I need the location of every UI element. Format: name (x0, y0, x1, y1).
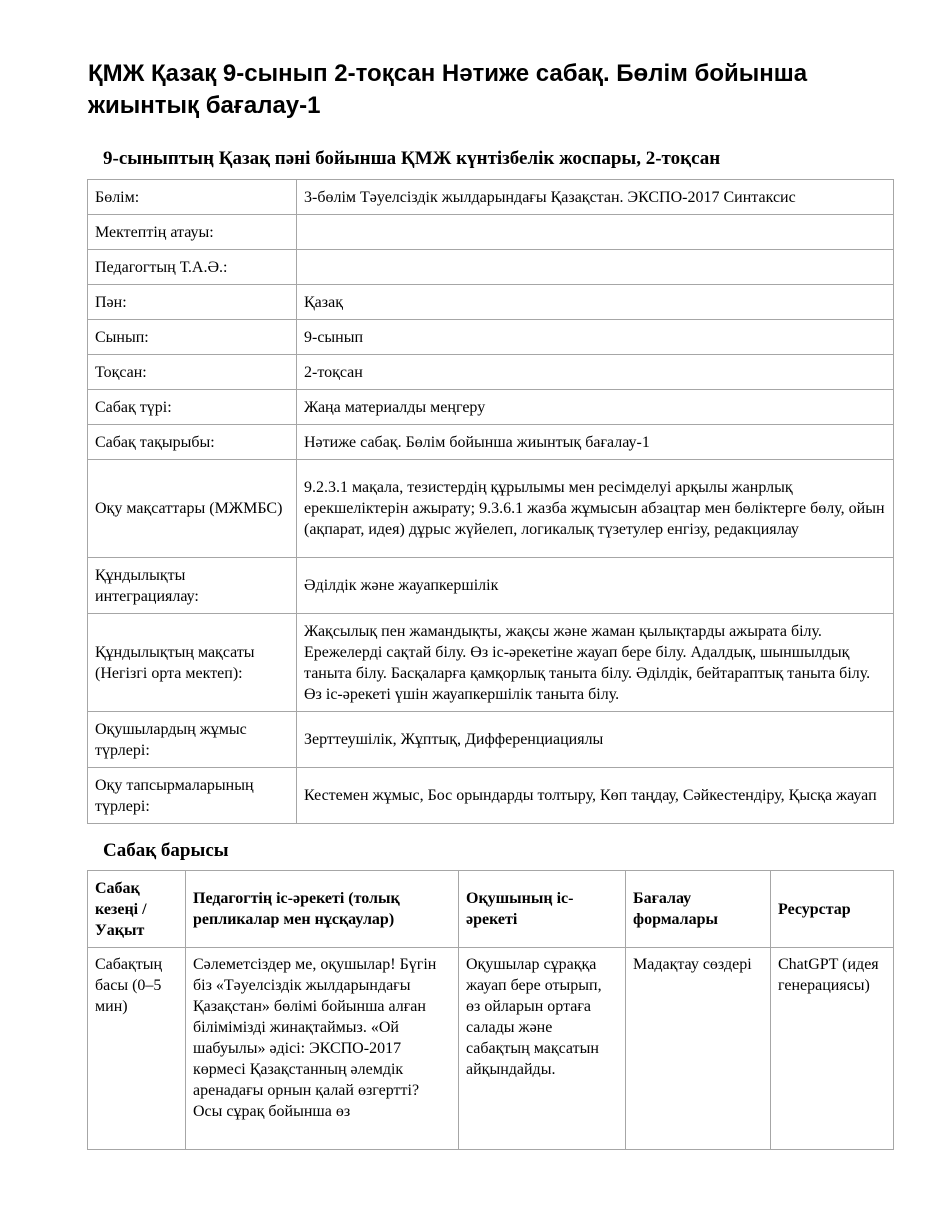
row-label: Мектептің атауы: (88, 215, 297, 250)
row-label: Сабақ тақырыбы: (88, 425, 297, 460)
table-row (88, 948, 894, 1150)
row-label: Тоқсан: (88, 355, 297, 390)
table-row (88, 768, 894, 824)
table-row (88, 712, 894, 768)
row-label: Сабақ түрі: (88, 390, 297, 425)
row-value: Жаңа материалды меңгеру (297, 390, 894, 425)
table-row (88, 320, 894, 355)
table-row (88, 614, 894, 712)
column-header-resources: Ресурстар (771, 871, 894, 948)
row-value: Әділдік және жауапкершілік (297, 558, 894, 614)
row-label: Оқу мақсаттары (МЖМБС) (88, 460, 297, 558)
row-value: 9-сынып (297, 320, 894, 355)
teacher-cell (186, 948, 459, 1150)
column-header-stage: Сабақ кезеңі / Уақыт (88, 871, 186, 948)
row-label: Құндылықтың мақсаты (Негізгі орта мектеп): (88, 614, 297, 712)
row-label: Құндылықты интеграциялау: (88, 558, 297, 614)
row-label: Пән: (88, 285, 297, 320)
table-row (88, 180, 894, 215)
column-header-student: Оқушының іс-әрекеті (459, 871, 626, 948)
table-row (88, 285, 894, 320)
row-label: Оқу тапсырмаларының түрлері: (88, 768, 297, 824)
row-label: Оқушылардың жұмыс түрлері: (88, 712, 297, 768)
student-text: Оқушылар сұраққа жауап бере отырып, өз ойларын ортаға салады және сабақтың мақсатын айқындайды. (466, 956, 602, 1078)
assessment-cell (626, 948, 771, 1150)
row-value: Қазақ (297, 285, 894, 320)
row-value: Нәтиже сабақ. Бөлім бойынша жиынтық бағалау-1 (297, 425, 894, 460)
row-label: Педагогтың Т.А.Ә.: (88, 250, 297, 285)
table-row (88, 390, 894, 425)
table-row (88, 250, 894, 285)
row-value: 3-бөлім Тәуелсіздік жылдарындағы Қазақстан. ЭКСПО-2017 Синтаксис (297, 180, 894, 215)
table-row (88, 355, 894, 390)
table-header-row (88, 871, 894, 948)
progress-table (87, 870, 894, 1150)
table-row (88, 558, 894, 614)
plan-table (87, 179, 894, 824)
progress-heading: Сабақ барысы (103, 840, 229, 861)
row-value (297, 250, 894, 285)
resources-cell (771, 948, 894, 1150)
plan-heading: 9-сыныптың Қазақ пәні бойынша ҚМЖ күнтізбелік жоспары, 2-тоқсан (103, 148, 721, 169)
row-label: Бөлім: (88, 180, 297, 215)
row-value: Кестемен жұмыс, Бос орындарды толтыру, Көп таңдау, Сәйкестендіру, Қысқа жауап (297, 768, 894, 824)
column-header-teacher: Педагогтің іс-әрекеті (толық репликалар мен нұсқаулар) (186, 871, 459, 948)
table-row (88, 460, 894, 558)
teacher-text: Сәлеметсіздер ме, оқушылар! Бүгін біз «Тәуелсіздік жылдарындағы Қазақстан» бөлімі бойынша алған білімімізді жинақтаймыз. «Ой шабуылы» әдісі: ЭКСПО-2017 көрмесі Қазақстанның әлемдік аренадағы орнын қалай өзгертті? Осы сұрақ бойынша өз (193, 956, 437, 1120)
row-value: Зерттеушілік, Жұптық, Дифференциациялы (297, 712, 894, 768)
row-label: Сынып: (88, 320, 297, 355)
table-row (88, 215, 894, 250)
row-value: 2-тоқсан (297, 355, 894, 390)
row-value (297, 215, 894, 250)
resources-text: ChatGPT (идея генерациясы) (778, 956, 879, 994)
stage-text: Сабақтың басы (0–5 мин) (95, 956, 163, 1015)
table-row (88, 425, 894, 460)
student-cell (459, 948, 626, 1150)
row-value: 9.2.3.1 мақала, тезистердің құрылымы мен ресімделуі арқылы жанрлық ерекшеліктерін ажырату; 9.3.6.1 жазба жұмысын абзацтар мен бөліктерге бөлу, ойын (ақпарат, идея) дұрыс жүйелеп, логикалық түзетулер енгізу, редакциялау (297, 460, 894, 558)
stage-cell (88, 948, 186, 1150)
assessment-text: Мадақтау сөздері (633, 956, 752, 973)
document-title: ҚМЖ Қазақ 9-сынып 2-тоқсан Нәтиже сабақ. Бөлім бойынша жиынтық бағалау-1 (88, 60, 808, 119)
row-value: Жақсылық пен жамандықты, жақсы және жаман қылықтарды ажырата білу. Ережелерді сақтай білу. Өз іс-әрекетіне жауап бере білу. Адалдық, шыншылдық таныта білу. Басқаларға қамқорлық таныта білу. Әділдік, бейтараптық таныта білу. Өз іс-әрекеті үшін жауапкершілік таныта білу. (297, 614, 894, 712)
column-header-assessment: Бағалау формалары (626, 871, 771, 948)
